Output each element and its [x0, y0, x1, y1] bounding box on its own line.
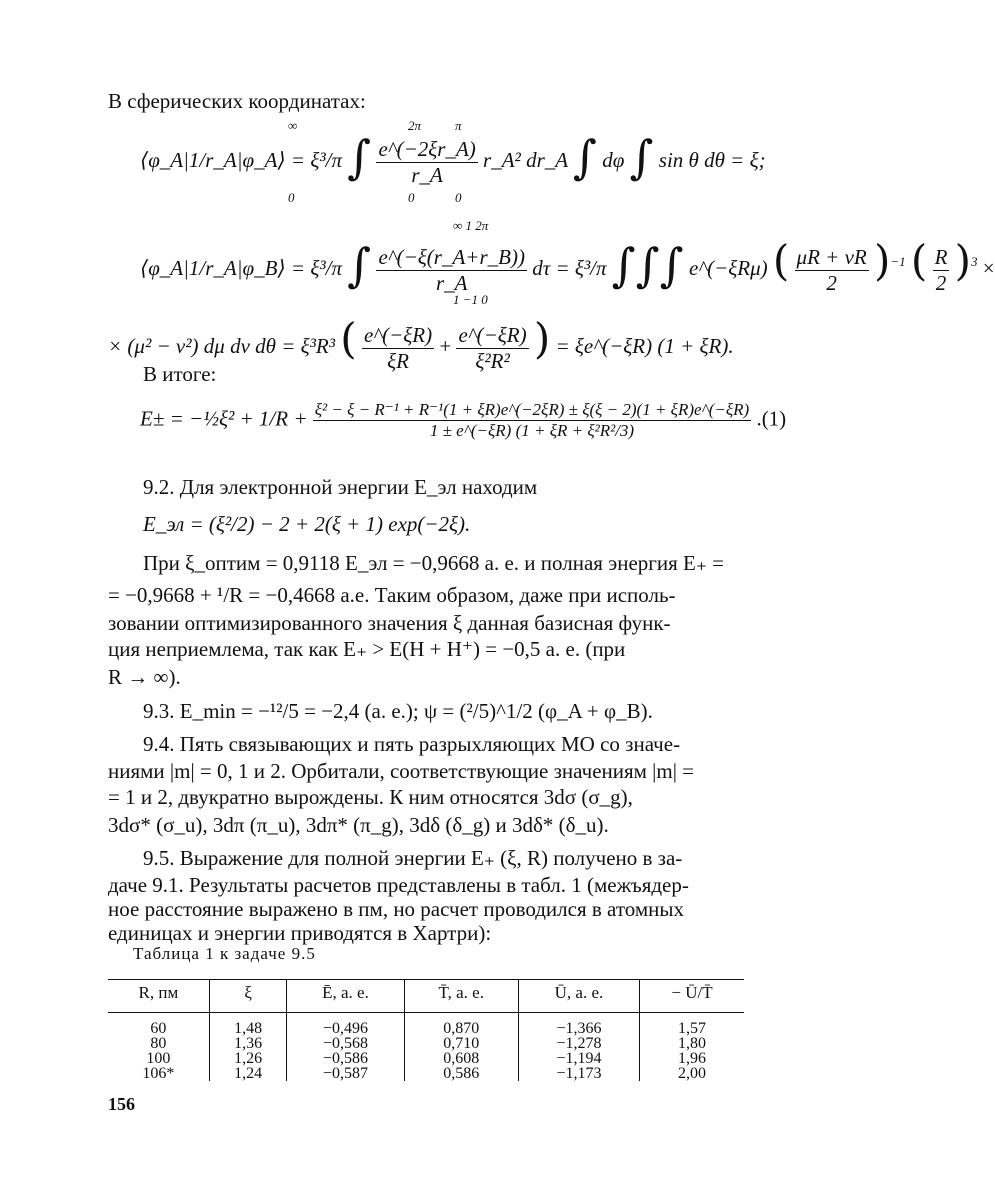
table-header-row — [108, 980, 744, 1013]
paragraph-9-5-line-3: ное расстояние выражено в пм, но расчет проводился в атомных — [108, 897, 684, 921]
integral-sign: ∫ — [347, 130, 372, 184]
results-table — [108, 979, 744, 1081]
column-header: ξ — [209, 980, 287, 1013]
equation-1-fraction: $\frac{e\^{}(-2\xi r\_A)}{r\_A}$ — [378, 136, 476, 187]
equation-1-lhs: ⟨φ_A|1/r_A|φ_A⟩ = ξ³/π — [140, 148, 342, 172]
column-header: − Ū/T̄ — [639, 980, 744, 1013]
equation-1: ⟨φ_A|1/r_A|φ_A⟩ = ξ³/π ∫ $\frac{e\^{}(-2\xi r\_A)}{r\_A}$ r_A² dr_A ∫ dφ ∫ sin θ dθ = ξ; — [140, 130, 766, 187]
paragraph-a-line-1: При ξ_оптим = 0,9118 E_эл = −0,9668 а. е. и полная энергия E₊ = — [143, 551, 725, 575]
equation-2: ⟨φ_A|1/r_A|φ_B⟩ = ξ³/π ∫ $\frac{e\^{}(-\xi(r\_A+r\_B))}{r\_A}$ dτ = ξ³/π ∫∫∫ e^(−ξRμ) ( $\frac{\mu R + \nu R}{2}$ )$^{-1}$ ( $\frac{R}{2}$ )$^3$ × — [140, 236, 995, 295]
paragraph-9-4-line-3: = 1 и 2, двукратно вырождены. К ним относятся 3dσ (σ_g), — [108, 785, 633, 809]
intro-text: В сферических координатах: — [108, 89, 366, 113]
book-page: В сферических координатах: ⟨φ_A|1/r_A|φ_A⟩ = ξ³/π ∫ $\frac{e\^{}(-2\xi r\_A)}{r\_A}$ r_A² dr_A ∫ dφ ∫ sin θ dθ = ξ; ∞ 0 2π 0 π 0 ⟨φ_A|1/r_A|φ_B⟩ = ξ³/π ∫ $\frac{e\^{}(-\xi(r\_A+r\_B))}{r\_A}$ dτ = ξ³/π ∫∫∫ e^(−ξRμ) ( $\frac{\mu R + \nu R}{2}$ )$^{-1}$ ( $\frac{R}{2}$ )$^3$ × ∞ 1 2π 1 −1 0 × (μ² − ν²) dμ dν dθ = ξ³R³ ( $\frac{e\^{}(-\xi R)}{\xi R}$ + $\frac{e\^{}(-\xi R)}{\text{ξ²R²}}$ ) = ξe^(−ξR) (1 + ξR). В итоге: E± = −½ξ² + 1/R + $\frac{\text{ξ² − ξ − R⁻¹ + R⁻¹(1 + ξR)e\textasciicircum{}(−2ξR) ± ξ(ξ − 2)(1 + ξR)e\textasciicircum{}(−ξR)}}{\text{1 ± e\textasciicircum{}(−ξR) (1 + ξR + ξ²R²/3)}}$ .(1) 9.2. Для электронной энергии E_эл находим E_эл = (ξ²/2) − 2 + 2(ξ + 1) exp(−2ξ). При ξ_оптим = 0,9118 E_эл = −0,9668 а. е. и полная энергия E₊ = = −0,9668 + ¹/R = −0,4668 а.е. Таким образом, даже при исполь- зовании оптимизированного значения ξ данная базисная функ- ция неприемлема, так как E₊ > E(H + H⁺) = −0,5 а. е. (при R → ∞). 9.3. E_min = −¹²/5 = −2,4 (а. е.); ψ = (²/5)^1/2 (φ_A + φ_B). 9.4. Пять связывающих и пять разрыхляющих МО со значе- ниями |m| = 0, 1 и 2. Орбитали, соответствующие значениям |m| = = 1 и 2, двукратно вырождены. К ним относятся 3dσ (σ_g), 3dσ* (σ_u), 3dπ (π_u), 3dπ* (π_g), 3dδ (δ_g) и 3dδ* (δ_u). 9.5. Выражение для полной энергии E₊ (ξ, R) получено в за- даче 9.1. Результаты расчетов представлены в табл. 1 (межъядер- ное расстояние выражено в пм, но расчет проводился в атомных единицах и энергии приводятся в Хартри): Таблица 1 к задаче 9.5 R, пм ξ Ē, а. е. T̄, а. е. Ū, а. е. − Ū/T̄ 60 1,48 −0,496 0,870 −1,366 1,57 80 1,36 −0,568 0,710 −1,278 1,80 100 1,26 −0,586 0,608 −1,194 1,96 106* 1,24 −0,587 0,586 −1,173 2,00 156 — [108, 89, 995, 1114]
paragraph-9-4-line-4: 3dσ* (σ_u), 3dπ (π_u), 3dπ* (π_g), 3dδ (δ_g) и 3dδ* (δ_u). — [108, 813, 609, 837]
table-row: 100 1,26 −0,586 0,608 −1,194 1,96 — [108, 1051, 744, 1066]
paragraph-9-4-line-2: ниями |m| = 0, 1 и 2. Орбитали, соответствующие значениям |m| = — [108, 759, 695, 783]
table-caption: Таблица 1 к задаче 9.5 — [133, 944, 316, 963]
column-header: R, пм — [108, 980, 209, 1013]
paragraph-9-5-line-4: единицах и энергии приводятся в Хартри): — [108, 921, 492, 945]
paragraph-9-4-line-1: 9.4. Пять связывающих и пять разрыхляющих МО со значе- — [143, 732, 681, 756]
paragraph-a-line-3: зовании оптимизированного значения ξ данная базисная функ- — [108, 611, 671, 635]
paragraph-a-line-4: ция неприемлема, так как E₊ > E(H + H⁺) = −0,5 а. е. (при — [108, 637, 626, 661]
paragraph-a-line-5: R → ∞). — [108, 665, 181, 689]
paragraph-9-2: 9.2. Для электронной энергии E_эл находим — [143, 475, 538, 499]
table-row: 106* 1,24 −0,587 0,586 −1,173 2,00 — [108, 1066, 744, 1081]
page-number: 156 — [108, 1094, 135, 1114]
result-heading: В итоге: — [143, 362, 217, 386]
column-header: Ū, а. е. — [518, 980, 639, 1013]
paragraph-9-5-line-1: 9.5. Выражение для полной энергии E₊ (ξ, R) получено в за- — [143, 846, 683, 870]
equation-4: E± = −½ξ² + 1/R + $\frac{\text{ξ² − ξ − R⁻¹ + R⁻¹(1 + ξR)e\textasciicircum{}(−2ξR) ± ξ(ξ − 2)(1 + ξR)e\textasciicircum{}(−ξR)}}{\text{1 ± e\textasciicircum{}(−ξR) (1 + ξR + ξ²R²/3)}}$ .(1) — [140, 400, 787, 440]
table-row: 60 1,48 −0,496 0,870 −1,366 1,57 — [108, 1013, 744, 1037]
column-header: Ē, а. е. — [287, 980, 404, 1013]
column-header: T̄, а. е. — [404, 980, 518, 1013]
equation-5: E_эл = (ξ²/2) − 2 + 2(ξ + 1) exp(−2ξ). — [143, 512, 471, 536]
paragraph-a-line-2: = −0,9668 + ¹/R = −0,4668 а.е. Таким образом, даже при исполь- — [108, 583, 676, 607]
paragraph-9-5-line-2: даче 9.1. Результаты расчетов представлены в табл. 1 (межъядер- — [108, 873, 689, 897]
table-row: 80 1,36 −0,568 0,710 −1,278 1,80 — [108, 1036, 744, 1051]
paragraph-9-3: 9.3. E_min = −¹²/5 = −2,4 (а. е.); ψ = (²/5)^1/2 (φ_A + φ_B). — [143, 699, 653, 723]
equation-3: × (μ² − ν²) dμ dν dθ = ξ³R³ ( $\frac{e\^{}(-\xi R)}{\xi R}$ + $\frac{e\^{}(-\xi R)}{\text{ξ²R²}}$ ) = ξe^(−ξR) (1 + ξR). — [108, 314, 734, 373]
